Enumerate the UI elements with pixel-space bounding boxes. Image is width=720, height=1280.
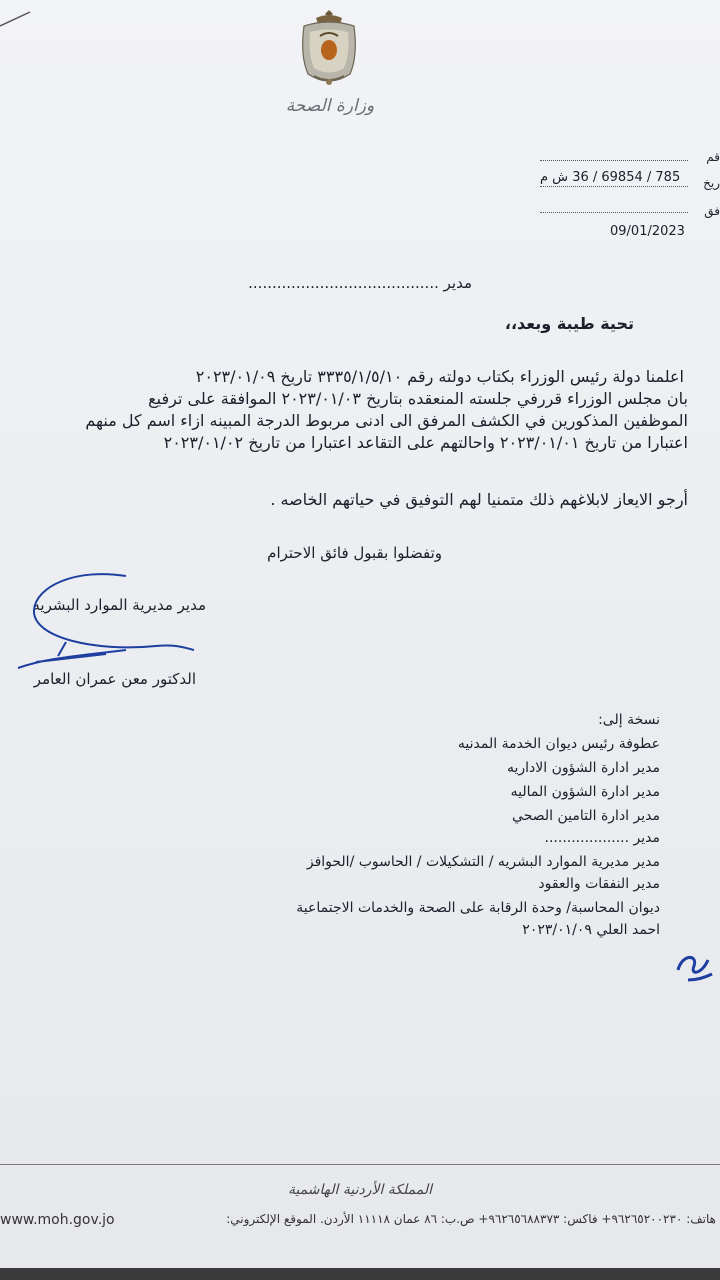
ref-attach-dots [540,212,688,213]
copy-item-9: احمد العلي ٢٠٢٣/٠١/٠٩ [522,922,660,938]
copy-item-2: مدير ادارة الشؤون الاداريه [506,760,660,776]
ministry-name: وزارة الصحة [285,96,375,116]
ref-attach-label: فق [704,204,720,218]
signatory-title: مدير مديرية الموارد البشريه [32,596,206,614]
body-line-3: الموظفين المذكورين في الكشف المرفق الى ادنى مربوط الدرجة المبينه ازاء اسم كل منهم [85,411,688,430]
copies-heading: نسخة إلى: [598,712,660,728]
ref-number-dots [540,160,688,161]
ref-date-dots [540,186,688,187]
bottom-edge [0,1268,720,1280]
body-line-4: اعتبارا من تاريخ ٢٠٢٣/٠١/٠١ واحالتهم على التقاعد اعتبارا من تاريخ ٢٠٢٣/٠١/٠٢ [163,433,688,452]
copy-item-1: عطوفة رئيس ديوان الخدمة المدنيه [457,736,660,752]
body-line-1: اعلمنا دولة رئيس الوزراء بكتاب دولته رقم ٣٣٣٥/١/٥/١٠ تاريخ ٢٠٢٣/٠١/٠٩ [195,367,684,386]
handwritten-signature-icon [6,566,206,680]
ref-number-label: قم [706,150,720,164]
request-line: أرجو الايعاز لابلاغهم ذلك متمنيا لهم التوفيق في حياتهم الخاصه . [270,490,688,509]
closing-line: وتفضلوا بقبول فائق الاحترام [267,544,442,562]
body-line-2: بان مجلس الوزراء قررفي جلسته المنعقده بتاريخ ٢٠٢٣/٠١/٠٣ الموافقة على ترفيع [148,389,688,408]
copy-item-3: مدير ادارة الشؤون الماليه [510,784,660,800]
footer-separator [0,1164,720,1165]
footer-contact: هاتف: ٩٦٢٦٥٢٠٠٢٣٠+ فاكس: ٩٦٢٦٥٦٨٨٣٧٣+ ص.ب: ٨٦ عمان ١١١١٨ الأردن. الموقع الإلكتروني: [226,1212,716,1226]
greeting: تحية طيبة وبعد،، [504,314,634,333]
page-fold-mark [0,0,60,28]
footer-website: www.moh.gov.jo [0,1212,115,1228]
initials-mark-icon [668,940,716,988]
footer-kingdom: المملكة الأردنية الهاشمية [287,1182,433,1198]
copy-item-5: مدير ................... [544,830,660,846]
copy-item-6: مدير مديرية الموارد البشريه / التشكيلات / الحاسوب /الحوافز [306,854,660,870]
letter-body [8,366,688,462]
addressee: مدير ........................................ [248,274,472,292]
letter-date: 09/01/2023 [610,224,685,239]
copy-item-8: ديوان المحاسبة/ وحدة الرقابة على الصحة والخدمات الاجتماعية [296,900,660,916]
signatory-name: الدكتور معن عمران العامر [33,670,196,688]
ref-date-label: ريخ [703,176,720,190]
copy-item-4: مدير ادارة التامين الصحي [512,808,660,824]
copy-item-7: مدير النفقات والعقود [538,876,660,892]
copies-block [230,712,660,952]
ref-number-value: 785 / 69854 / 36 ش م [540,170,681,185]
jordan-coat-of-arms-icon [296,6,362,90]
